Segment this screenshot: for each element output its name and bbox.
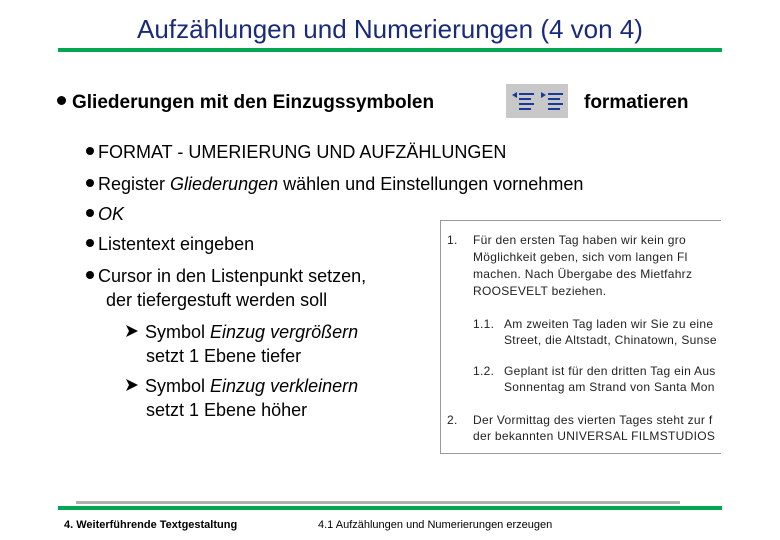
main-bullet-text: Gliederungen mit den Einzugssymbolen bbox=[72, 92, 435, 113]
arrow-item-decrease-line2: setzt 1 Ebene höher bbox=[146, 400, 308, 420]
sub-bullet-cursor bbox=[86, 266, 366, 287]
arrow-item-increase-line2: setzt 1 Ebene tiefer bbox=[146, 346, 302, 366]
bullet-dot-icon bbox=[86, 271, 94, 279]
document-preview bbox=[440, 220, 721, 454]
sub-bullet-format bbox=[86, 142, 506, 163]
preview-line: Street, die Altstadt, Chinatown, Sunse bbox=[504, 333, 717, 347]
main-bullet bbox=[57, 92, 434, 114]
arrow-item-text: Symbol bbox=[145, 376, 211, 396]
main-bullet-suffix: formatieren bbox=[584, 92, 689, 113]
list-number: 1. bbox=[447, 233, 458, 247]
title-divider bbox=[58, 48, 722, 52]
bullet-dot-icon bbox=[57, 96, 66, 105]
sub-bullet-italic: Gliederungen bbox=[170, 174, 279, 194]
arrow-item-decrease bbox=[125, 376, 358, 397]
sub-bullet-text: OK bbox=[98, 204, 125, 224]
sub-bullet-text: FORMAT - UMERIERUNG UND AUFZÄHLUNGEN bbox=[98, 142, 507, 162]
list-number: 1.2. bbox=[473, 364, 495, 378]
sub-bullet-register bbox=[86, 174, 583, 195]
bullet-dot-icon bbox=[86, 179, 94, 187]
preview-line: Möglichkeit geben, sich vom langen Fl bbox=[473, 250, 688, 264]
sub-bullet-text: Listentext eingeben bbox=[98, 234, 255, 254]
bullet-dot-icon bbox=[86, 209, 94, 217]
footer-section: 4.1 Aufzählungen und Numerierungen erzeugen bbox=[318, 519, 553, 531]
sub-bullet-text: wählen und Einstellungen vornehmen bbox=[278, 174, 584, 194]
arrow-bullet-icon bbox=[125, 378, 139, 392]
decrease-indent-icon bbox=[511, 91, 535, 111]
list-number: 2. bbox=[447, 413, 458, 427]
preview-line: Am zweiten Tag laden wir Sie zu eine bbox=[504, 317, 714, 331]
arrow-item-italic: Einzug verkleinern bbox=[210, 376, 359, 396]
footer-divider bbox=[58, 506, 722, 510]
list-number: 1.1. bbox=[473, 317, 495, 331]
preview-line: Der Vormittag des vierten Tages steht zur f bbox=[473, 413, 713, 427]
bullet-dot-icon bbox=[86, 147, 94, 155]
slide-title: Aufzählungen und Numerierungen (4 von 4) bbox=[137, 14, 643, 44]
footer-chapter: 4. Weiterführende Textgestaltung bbox=[64, 519, 238, 531]
sub-bullet-text: Register bbox=[98, 174, 171, 194]
bullet-dot-icon bbox=[86, 239, 94, 247]
preview-line: Für den ersten Tag haben wir kein gro bbox=[473, 233, 686, 247]
arrow-item-italic: Einzug vergrößern bbox=[210, 322, 359, 342]
preview-line: ROOSEVELT beziehen. bbox=[473, 284, 607, 298]
arrow-item-text: Symbol bbox=[145, 322, 211, 342]
sub-bullet-ok bbox=[86, 204, 124, 225]
footer-shadow-rule bbox=[76, 501, 680, 504]
arrow-item-increase bbox=[125, 322, 358, 343]
arrow-bullet-icon bbox=[125, 324, 139, 338]
preview-line: Sonnentag am Strand von Santa Mon bbox=[504, 380, 715, 394]
preview-line: machen. Nach Übergabe des Mietfahrz bbox=[473, 267, 693, 281]
sub-bullet-listentext bbox=[86, 234, 254, 255]
indent-icons-toolbar bbox=[506, 84, 568, 118]
preview-line: der bekannten UNIVERSAL FILMSTUDIOS bbox=[473, 429, 716, 443]
preview-line: Geplant ist für den dritten Tag ein Aus bbox=[504, 364, 716, 378]
sub-bullet-cursor-line2: der tiefergestuft werden soll bbox=[106, 290, 328, 310]
sub-bullet-text: Cursor in den Listenpunkt setzen, bbox=[98, 266, 367, 286]
increase-indent-icon bbox=[540, 91, 564, 111]
